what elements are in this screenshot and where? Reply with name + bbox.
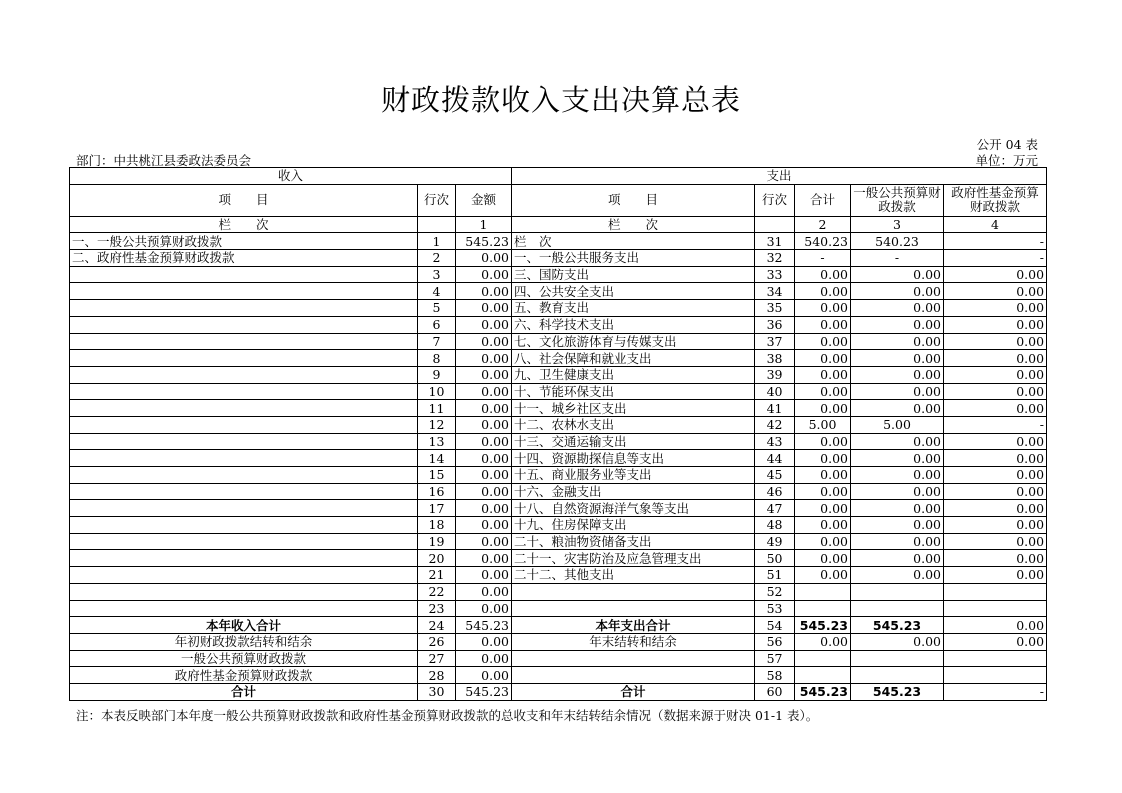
table-row	[70, 366, 1047, 383]
row-no: 1	[418, 233, 456, 250]
expense-item: 十四、资源勘探信息等支出	[512, 450, 755, 467]
row-no: 43	[755, 433, 795, 450]
amount: 0.00	[456, 517, 512, 534]
general-amount: 0.00	[851, 300, 944, 317]
row-no: 35	[755, 300, 795, 317]
total-amount: 0.00	[795, 300, 851, 317]
total-amount: 0.00	[795, 333, 851, 350]
empty-cell	[512, 667, 755, 684]
total-amount	[795, 583, 851, 600]
expense-item: 四、公共安全支出	[512, 283, 755, 300]
footnote: 注：本表反映部门本年度一般公共预算财政拨款和政府性基金预算财政拨款的总收支和年末结转结余情况（数据来源于财决 01-1 表）。	[76, 708, 819, 723]
general-amount	[851, 583, 944, 600]
empty-cell	[418, 216, 456, 233]
general-amount: 0.00	[851, 633, 944, 650]
amount: 0.00	[456, 333, 512, 350]
income-item	[70, 550, 418, 567]
row-no: 44	[755, 450, 795, 467]
row-no: 24	[418, 617, 456, 634]
fund-amount: 0.00	[944, 550, 1047, 567]
amount: 545.23	[456, 683, 512, 700]
amount: 0.00	[456, 300, 512, 317]
total-amount: 0.00	[795, 500, 851, 517]
general-amount: 0.00	[851, 467, 944, 484]
expense-item: 十、节能环保支出	[512, 383, 755, 400]
total-amount: 0.00	[795, 266, 851, 283]
row-no: 37	[755, 333, 795, 350]
fund-amount	[944, 600, 1047, 617]
income-item-header: 项 目	[70, 184, 418, 216]
general-amount: 0.00	[851, 550, 944, 567]
table-row	[70, 383, 1047, 400]
row-no: 5	[418, 300, 456, 317]
amount: 0.00	[456, 567, 512, 584]
income-item	[70, 416, 418, 433]
income-column-label: 栏 次	[70, 216, 418, 233]
amount: 0.00	[456, 283, 512, 300]
row-no: 42	[755, 416, 795, 433]
empty-cell	[944, 650, 1047, 667]
fund-amount: -	[944, 233, 1047, 250]
row-no: 28	[418, 667, 456, 684]
row-no: 57	[755, 650, 795, 667]
expense-item: 十六、金融支出	[512, 483, 755, 500]
fund-amount: 0.00	[944, 433, 1047, 450]
income-row-no-header: 行次	[418, 184, 456, 216]
expense-item: 十三、交通运输支出	[512, 433, 755, 450]
amount: 545.23	[456, 233, 512, 250]
row-no: 40	[755, 383, 795, 400]
row-no: 3	[418, 266, 456, 283]
general-amount: 0.00	[851, 283, 944, 300]
empty-cell	[851, 667, 944, 684]
expense-item: 十九、住房保障支出	[512, 517, 755, 534]
expense-row-no-header: 行次	[755, 184, 795, 216]
total-amount: 0.00	[795, 283, 851, 300]
row-no: 52	[755, 583, 795, 600]
total-amount: -	[795, 250, 851, 267]
row-no: 36	[755, 316, 795, 333]
row-no: 46	[755, 483, 795, 500]
row-no: 13	[418, 433, 456, 450]
begin-fund-label: 政府性基金预算财政拨款	[70, 667, 418, 684]
row-no: 16	[418, 483, 456, 500]
begin-general-label: 一般公共预算财政拨款	[70, 650, 418, 667]
row-no: 49	[755, 533, 795, 550]
income-item	[70, 366, 418, 383]
row-no: 20	[418, 550, 456, 567]
column-index-row	[70, 216, 1047, 233]
total-amount: 0.00	[795, 533, 851, 550]
col-index-4: 4	[944, 216, 1047, 233]
expense-item: 九、卫生健康支出	[512, 366, 755, 383]
amount: 0.00	[456, 433, 512, 450]
expense-item: 二十、粮油物资储备支出	[512, 533, 755, 550]
row-no: 48	[755, 517, 795, 534]
gov-fund-header: 政府性基金预算财政拨款	[944, 184, 1047, 216]
income-item: 二、政府性基金预算财政拨款	[70, 250, 418, 267]
year-income-total-label: 本年收入合计	[70, 617, 418, 634]
row-no: 7	[418, 333, 456, 350]
table-row	[70, 233, 1047, 250]
expense-item	[512, 600, 755, 617]
general-amount: 0.00	[851, 450, 944, 467]
table-row	[70, 400, 1047, 417]
amount: 0.00	[456, 600, 512, 617]
expense-item: 十一、城乡社区支出	[512, 400, 755, 417]
income-item: 一、一般公共预算财政拨款	[70, 233, 418, 250]
page-title: 财政拨款收入支出决算总表	[380, 83, 741, 117]
fund-amount: 0.00	[944, 350, 1047, 367]
amount: 0.00	[456, 650, 512, 667]
general-amount: 0.00	[851, 316, 944, 333]
balance-fund-row	[70, 667, 1047, 684]
income-item	[70, 333, 418, 350]
row-no: 47	[755, 500, 795, 517]
row-no: 39	[755, 366, 795, 383]
total-amount: 545.23	[795, 683, 851, 700]
expense-item: 一、一般公共服务支出	[512, 250, 755, 267]
balance-row	[70, 633, 1047, 650]
form-code: 公开 04 表	[976, 137, 1038, 152]
expense-section-header: 支出	[512, 168, 1047, 185]
table-row	[70, 283, 1047, 300]
fund-amount: -	[944, 250, 1047, 267]
table-row	[70, 600, 1047, 617]
department-label: 部门：中共桃江县委政法委员会	[76, 153, 252, 168]
row-no: 33	[755, 266, 795, 283]
amount: 0.00	[456, 266, 512, 283]
row-no: 58	[755, 667, 795, 684]
row-no: 2	[418, 250, 456, 267]
column-header-row	[70, 184, 1047, 216]
amount: 545.23	[456, 617, 512, 634]
fund-amount: 0.00	[944, 266, 1047, 283]
fund-amount: 0.00	[944, 633, 1047, 650]
table-row	[70, 533, 1047, 550]
amount: 0.00	[456, 450, 512, 467]
row-no: 17	[418, 500, 456, 517]
table-row	[70, 517, 1047, 534]
row-no: 18	[418, 517, 456, 534]
row-no: 9	[418, 366, 456, 383]
income-item	[70, 350, 418, 367]
col-index-3: 3	[851, 216, 944, 233]
section-header-row	[70, 168, 1047, 185]
total-amount: 0.00	[795, 350, 851, 367]
expense-item: 六、科学技术支出	[512, 316, 755, 333]
income-amount-header: 金额	[456, 184, 512, 216]
income-item	[70, 450, 418, 467]
row-no: 4	[418, 283, 456, 300]
table-row	[70, 300, 1047, 317]
general-amount: 0.00	[851, 333, 944, 350]
expense-item: 栏 次	[512, 233, 755, 250]
income-item	[70, 266, 418, 283]
general-amount: 545.23	[851, 617, 944, 634]
budget-table	[69, 167, 1047, 701]
total-amount: 0.00	[795, 400, 851, 417]
total-amount: 0.00	[795, 316, 851, 333]
general-amount: 0.00	[851, 266, 944, 283]
table-row	[70, 483, 1047, 500]
fund-amount: 0.00	[944, 283, 1047, 300]
fund-amount: 0.00	[944, 483, 1047, 500]
income-item	[70, 600, 418, 617]
row-no: 11	[418, 400, 456, 417]
total-amount: 0.00	[795, 567, 851, 584]
income-item	[70, 467, 418, 484]
total-amount: 0.00	[795, 633, 851, 650]
expense-total-header: 合计	[795, 184, 851, 216]
row-no: 6	[418, 316, 456, 333]
empty-cell	[512, 650, 755, 667]
row-no: 15	[418, 467, 456, 484]
expense-item: 八、社会保障和就业支出	[512, 350, 755, 367]
year-expense-total-label: 本年支出合计	[512, 617, 755, 634]
general-amount: 0.00	[851, 433, 944, 450]
row-no: 41	[755, 400, 795, 417]
expense-item: 三、国防支出	[512, 266, 755, 283]
row-no: 21	[418, 567, 456, 584]
table-row	[70, 266, 1047, 283]
grand-income-label: 合计	[70, 683, 418, 700]
fund-amount: 0.00	[944, 300, 1047, 317]
income-item	[70, 567, 418, 584]
row-no: 45	[755, 467, 795, 484]
total-amount: 0.00	[795, 467, 851, 484]
amount: 0.00	[456, 550, 512, 567]
row-no: 12	[418, 416, 456, 433]
income-item	[70, 533, 418, 550]
income-item	[70, 500, 418, 517]
income-item	[70, 433, 418, 450]
amount: 0.00	[456, 250, 512, 267]
row-no: 19	[418, 533, 456, 550]
fund-amount: 0.00	[944, 567, 1047, 584]
general-amount: 0.00	[851, 483, 944, 500]
income-item	[70, 517, 418, 534]
general-amount: 545.23	[851, 683, 944, 700]
fund-amount: 0.00	[944, 617, 1047, 634]
empty-cell	[944, 667, 1047, 684]
general-amount: 0.00	[851, 500, 944, 517]
table-row	[70, 250, 1047, 267]
row-no: 31	[755, 233, 795, 250]
table-row	[70, 316, 1047, 333]
total-amount: 0.00	[795, 550, 851, 567]
col-index-2: 2	[795, 216, 851, 233]
general-amount: 0.00	[851, 383, 944, 400]
expense-item-header: 项 目	[512, 184, 755, 216]
row-no: 27	[418, 650, 456, 667]
total-amount	[795, 600, 851, 617]
row-no: 32	[755, 250, 795, 267]
row-no: 30	[418, 683, 456, 700]
amount: 0.00	[456, 350, 512, 367]
row-no: 54	[755, 617, 795, 634]
begin-balance-label: 年初财政拨款结转和结余	[70, 633, 418, 650]
row-no: 38	[755, 350, 795, 367]
amount: 0.00	[456, 416, 512, 433]
row-no: 51	[755, 567, 795, 584]
row-no: 23	[418, 600, 456, 617]
row-no: 56	[755, 633, 795, 650]
fund-amount: -	[944, 416, 1047, 433]
empty-cell	[795, 667, 851, 684]
general-amount: 540.23	[851, 233, 944, 250]
table-row	[70, 467, 1047, 484]
income-item	[70, 300, 418, 317]
row-no: 10	[418, 383, 456, 400]
income-section-header: 收入	[70, 168, 512, 185]
grand-expense-label: 合计	[512, 683, 755, 700]
col-index-1: 1	[456, 216, 512, 233]
row-no: 60	[755, 683, 795, 700]
amount: 0.00	[456, 500, 512, 517]
fund-amount	[944, 583, 1047, 600]
income-item	[70, 316, 418, 333]
total-amount: 0.00	[795, 517, 851, 534]
expense-item: 七、文化旅游体育与传媒支出	[512, 333, 755, 350]
row-no: 8	[418, 350, 456, 367]
expense-item	[512, 583, 755, 600]
row-no: 26	[418, 633, 456, 650]
fund-amount: 0.00	[944, 400, 1047, 417]
row-no: 53	[755, 600, 795, 617]
fund-amount: 0.00	[944, 533, 1047, 550]
expense-item: 二十一、灾害防治及应急管理支出	[512, 550, 755, 567]
expense-item: 十五、商业服务业等支出	[512, 467, 755, 484]
total-amount: 540.23	[795, 233, 851, 250]
expense-item: 二十二、其他支出	[512, 567, 755, 584]
amount: 0.00	[456, 483, 512, 500]
total-amount: 0.00	[795, 366, 851, 383]
empty-cell	[755, 216, 795, 233]
income-item	[70, 483, 418, 500]
general-amount: 0.00	[851, 567, 944, 584]
expense-item: 十二、农林水支出	[512, 416, 755, 433]
general-amount: 0.00	[851, 400, 944, 417]
total-amount: 5.00	[795, 416, 851, 433]
table-row	[70, 433, 1047, 450]
empty-cell	[795, 650, 851, 667]
general-amount: 5.00	[851, 416, 944, 433]
fund-amount: 0.00	[944, 333, 1047, 350]
expense-item: 十八、自然资源海洋气象等支出	[512, 500, 755, 517]
income-item	[70, 283, 418, 300]
row-no: 50	[755, 550, 795, 567]
empty-cell	[851, 650, 944, 667]
fund-amount: 0.00	[944, 500, 1047, 517]
total-amount: 0.00	[795, 433, 851, 450]
income-item	[70, 583, 418, 600]
amount: 0.00	[456, 316, 512, 333]
end-balance-label: 年末结转和结余	[512, 633, 755, 650]
year-total-row	[70, 617, 1047, 634]
row-no: 22	[418, 583, 456, 600]
table-row	[70, 333, 1047, 350]
amount: 0.00	[456, 633, 512, 650]
amount: 0.00	[456, 667, 512, 684]
amount: 0.00	[456, 383, 512, 400]
income-item	[70, 400, 418, 417]
amount: 0.00	[456, 467, 512, 484]
general-amount	[851, 600, 944, 617]
table-row	[70, 416, 1047, 433]
total-amount: 0.00	[795, 383, 851, 400]
table-row	[70, 567, 1047, 584]
general-amount: -	[851, 250, 944, 267]
amount: 0.00	[456, 400, 512, 417]
income-item	[70, 383, 418, 400]
general-amount: 0.00	[851, 517, 944, 534]
fund-amount: 0.00	[944, 450, 1047, 467]
total-amount: 0.00	[795, 450, 851, 467]
general-budget-header: 一般公共预算财政拨款	[851, 184, 944, 216]
fund-amount: 0.00	[944, 517, 1047, 534]
grand-total-row	[70, 683, 1047, 700]
total-amount: 0.00	[795, 483, 851, 500]
fund-amount: -	[944, 683, 1047, 700]
table-row	[70, 583, 1047, 600]
table-row	[70, 350, 1047, 367]
total-amount: 545.23	[795, 617, 851, 634]
unit-label: 单位：万元	[975, 153, 1038, 168]
amount: 0.00	[456, 583, 512, 600]
fund-amount: 0.00	[944, 383, 1047, 400]
general-amount: 0.00	[851, 366, 944, 383]
row-no: 14	[418, 450, 456, 467]
table-row	[70, 550, 1047, 567]
table-row	[70, 450, 1047, 467]
fund-amount: 0.00	[944, 316, 1047, 333]
general-amount: 0.00	[851, 533, 944, 550]
general-amount: 0.00	[851, 350, 944, 367]
amount: 0.00	[456, 533, 512, 550]
fund-amount: 0.00	[944, 467, 1047, 484]
amount: 0.00	[456, 366, 512, 383]
fund-amount: 0.00	[944, 366, 1047, 383]
expense-item: 五、教育支出	[512, 300, 755, 317]
row-no: 34	[755, 283, 795, 300]
table-row	[70, 500, 1047, 517]
balance-general-row	[70, 650, 1047, 667]
expense-column-label: 栏 次	[512, 216, 755, 233]
